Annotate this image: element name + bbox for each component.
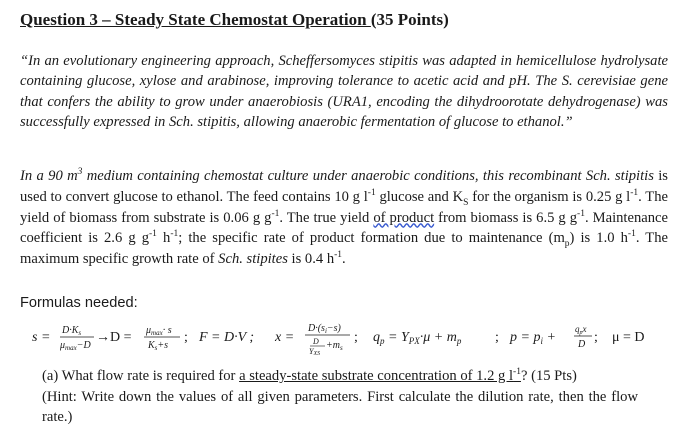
formula-arrow: →D = [96, 330, 132, 345]
problem-text: for the organism is 0.25 g l [468, 188, 631, 205]
problem-text: medium containing chemostat culture under anaerobic conditions, this recombinant [82, 168, 586, 184]
problem-text: ; the specific rate of product formation due to maintenance (m [178, 230, 565, 247]
formula-sep: ; [184, 330, 188, 345]
problem-sup: -1 [271, 208, 280, 219]
formula-s-den: $\mu_{max}-D$ [60, 340, 91, 352]
problem-text: ) is 1.0 h [569, 230, 628, 247]
problem-text: . The true yield [279, 209, 374, 226]
problem-text: . Maintenance coefficient is 2.6 g g [20, 209, 668, 247]
problem-text: glucose and K [375, 188, 464, 205]
question-underlined-text: a steady-state substrate concentration of 1.2 g l [239, 368, 514, 384]
formula-x-lhs: x = [275, 330, 295, 345]
formula-x-num: $D\cdot(s_i-s)$ [308, 323, 341, 335]
spellcheck-underline-text: of product [373, 209, 435, 226]
formulas-label: Formulas needed: [20, 295, 138, 311]
question-text: (a) What flow rate is required for [42, 368, 240, 384]
question-title [20, 10, 449, 30]
formula-x-den-frac-den: YXS [309, 347, 321, 357]
question-title-text: Question 3 – Steady State Chemostat Operation [20, 10, 371, 29]
formula-f: F = D·V ; [199, 330, 255, 345]
formula-d-num: $\mu_{max}\cdot s$ [146, 325, 172, 337]
formula-sep: ; [354, 330, 358, 345]
problem-text: is used to convert glucose to ethanol. The feed contains 10 g l [20, 168, 668, 205]
problem-sup: -1 [630, 187, 639, 198]
problem-sup: -1 [149, 229, 157, 240]
formula-mu: μ = D [612, 330, 645, 345]
problem-sup: -1 [367, 187, 376, 198]
formula-sep: ; [594, 330, 598, 345]
problem-text: . The maximum specific growth rate of [20, 230, 668, 268]
formula-s-num: $D\cdot K_s$ [62, 325, 82, 337]
question-points: (35 Points) [370, 10, 449, 29]
formulas-svg [32, 317, 672, 357]
formula-x-den-frac-num: D [313, 337, 319, 346]
question-text: ? (15 Pts) [520, 368, 577, 384]
formula-p: $p = p_i$ + [510, 330, 556, 346]
problem-text: In a 90 m [20, 168, 78, 184]
question-a [42, 366, 638, 428]
formula-x-den-tail: $+m_s$ [326, 340, 343, 352]
problem-sup: 3 [77, 167, 83, 178]
formula-sep: ; [495, 330, 499, 345]
organism-name: Sch. stipitis [585, 168, 654, 184]
formula-d-den: $K_s+s$ [148, 340, 169, 352]
formula-p-frac-den: D [578, 339, 586, 350]
formulas-row [32, 317, 672, 357]
problem-text: is 0.4 h [287, 251, 335, 268]
organism-name: Sch. stipites [218, 251, 288, 268]
problem-sup: -1 [334, 250, 343, 261]
question-sup: -1 [513, 367, 521, 378]
problem-text: from biomass is 6.5 g g [434, 209, 578, 226]
problem-paragraph [20, 166, 668, 270]
problem-text: . [342, 251, 346, 268]
problem-sup: -1 [627, 229, 636, 240]
problem-sup: -1 [577, 208, 585, 219]
formula-p-frac-num: $q_px$ [575, 324, 587, 336]
formula-s-lhs: s = [32, 330, 51, 345]
question-hint: (Hint: Write down the values of all given parameters. First calculate the dilution rate, then the flow rate.) [42, 388, 638, 425]
formula-qp: $q_p = Y_{PX}\cdot\mu + m_p$ [373, 330, 462, 346]
problem-sub: p [564, 239, 570, 250]
problem-text: . The yield of biomass from substrate is 0.06 g g [20, 188, 668, 226]
problem-text: h [156, 230, 171, 247]
quote-paragraph: “In an evolutionary engineering approach, Scheffersomyces stipitis was adapted in hemicellulose hydrolysate containing glucose, xylose and arabinose, improving tolerance to acetic acid and pH. The S. cerevisiae gene that confers the ability to grow under anaerobiosis (URA1, encoding the dihydroorotate dehydrogenase) was successfully expressed in Sch. stipitis, allowing anaerobic fermentation of glucose to ethanol.” [20, 53, 668, 130]
problem-sup: -1 [170, 229, 179, 240]
question-underlined [239, 368, 521, 384]
problem-sub: S [463, 197, 469, 208]
